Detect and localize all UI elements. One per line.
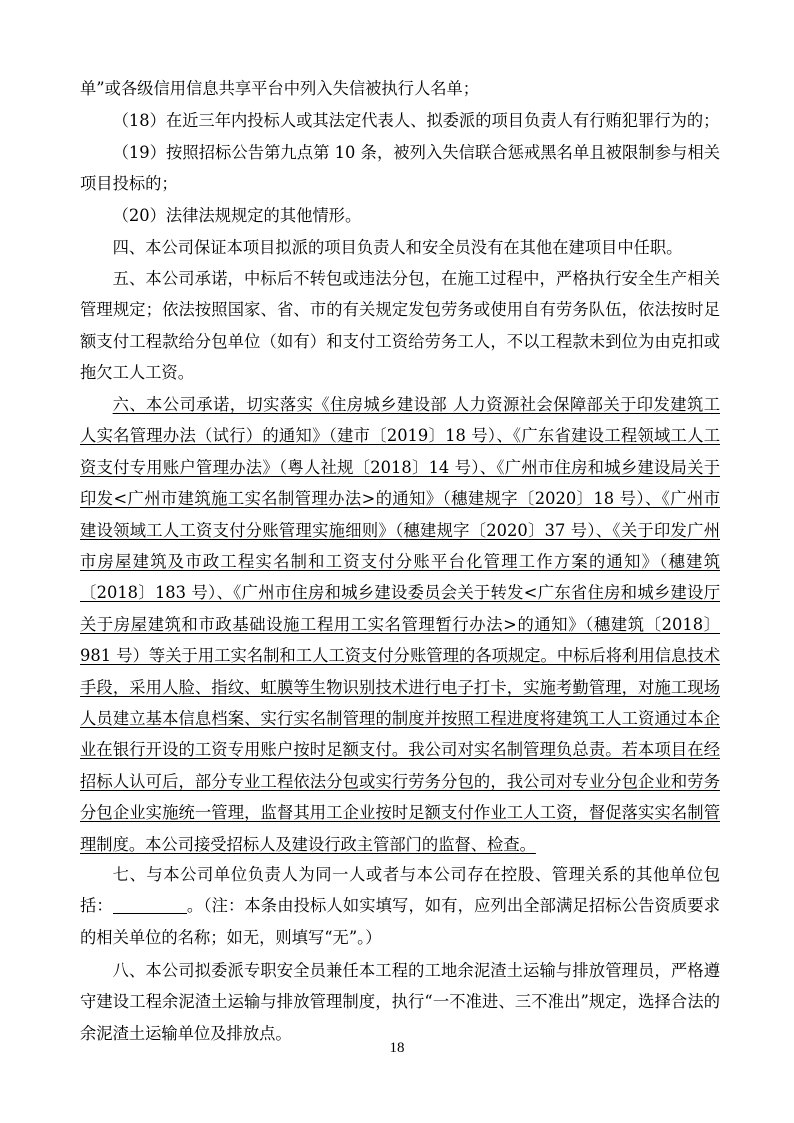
paragraph-section-8: 八、本公司拟委派专职安全员兼任本工程的工地余泥渣土运输与排放管理员，严格遵守建设工程余泥渣土运输与排放管理制度，执行“一不准进、三不准出”规定，选择合法的余泥渣土运输单位及排放点。 <box>80 961 720 1043</box>
paragraph-continuation: 单”或各级信用信息共享平台中列入失信被执行人名单； <box>80 79 480 98</box>
paragraph-item-19: （19）按照招标公告第九点第 10 条，被列入失信联合惩戒黑名单且被限制参与相关项目投标的； <box>80 143 720 194</box>
paragraph-section-6: 六、本公司承诺，切实落实《住房城乡建设部 人力资源社会保障部关于印发建筑工人实名管理办法（试行）的通知》（建市〔2019〕18 号）、《广东省建设工程领域工人工资支付专用账户管理办法》（粤人社规〔2018〕14 号）、《广州市住房和城乡建设局关于印发<广州市建筑施工实名制管理办法>的通知》（穗建规字〔2020〕18 号）、《广州市建设领域工人工资支付分账管理实施细则》（穗建规字〔2020〕37 号）、《关于印发广州市房屋建筑及市政工程实名制和工资支付分账平台化管理工作方案的通知》（穗建筑〔2018〕183 号）、《广州市住房和城乡建设委员会关于转发<广东省住房和城乡建设厅关于房屋建筑和市政基础设施工程用工实名管理暂行办法>的通知》（穗建筑〔2018〕981 号）等关于用工实名制和工人工资支付分账管理的各项规定。中标后将利用信息技术手段，采用人脸、指纹、虹膜等生物识别技术进行电子打卡，实施考勤管理，对施工现场人员建立基本信息档案、实行实名制管理的制度并按照工程进度将建筑工人工资通过本企业在银行开设的工资专用账户按时足额支付。我公司对实名制管理负总责。若本项目在经招标人认可后，部分专业工程依法分包或实行劳务分包的，我公司对专业分包企业和劳务分包企业实施统一管理，监督其用工企业按时足额支付作业工人工资，督促落实实名制管理制度。本公司接受招标人及建设行政主管部门的监督、检查。 <box>80 395 720 854</box>
paragraph-section-4: 四、本公司保证本项目拟派的项目负责人和安全员没有在其他在建项目中任职。 <box>112 238 683 257</box>
paragraph-section-5: 五、本公司承诺，中标后不转包或违法分包，在施工过程中，严格执行安全生产相关管理规定；依法按照国家、省、市的有关规定发包劳务或使用自有劳务队伍，依法按时足额支付工程款给分包单位（如有）和支付工资给劳务工人，不以工程款未到位为由克扣或拖欠工人工资。 <box>80 269 720 383</box>
clause7-note: 。（注：本条由投标人如实填写，如有，应列出全部满足招标公告资质要求的相关单位的名称；如无，则填写“无”。） <box>80 896 720 947</box>
paragraph-section-7 <box>80 859 720 953</box>
paragraph-item-18: （18）在近三年内投标人或其法定代表人、拟委派的项目负责人有行贿犯罪行为的； <box>112 111 720 130</box>
clause7-lead: 七、与本公司单位负责人为同一人或者与本公司存在控股、管理关系的其他单位包括： <box>80 865 720 916</box>
paragraph-item-20: （20）法律法规规定的其他情形。 <box>112 206 362 225</box>
fill-in-blank[interactable] <box>113 897 187 914</box>
page-number: 18 <box>389 1040 405 1056</box>
